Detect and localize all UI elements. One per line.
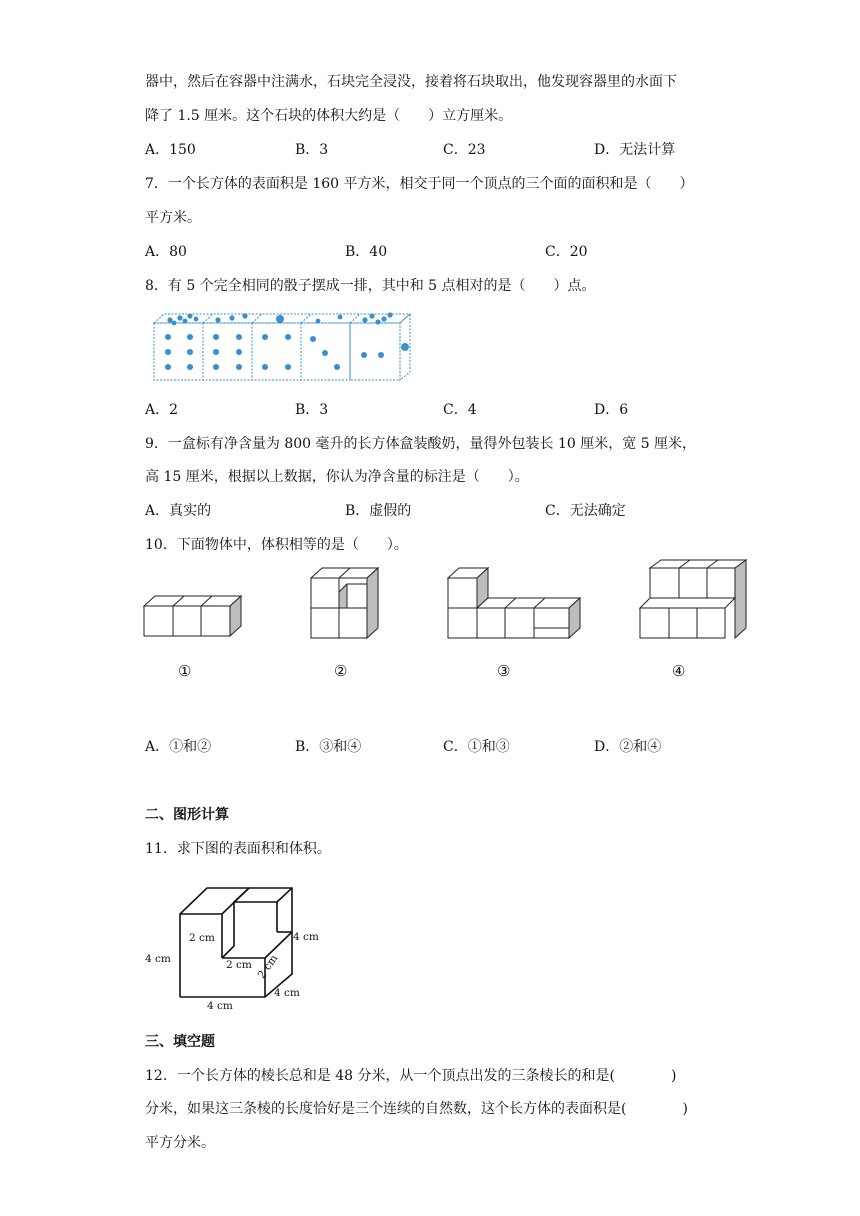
q9-text-line2: 高 15 厘米，根据以上数据，你认为净含量的标注是（ ）。 <box>145 469 529 485</box>
die3-front-pip <box>262 334 268 340</box>
q7-option-c: C．20 <box>545 244 588 260</box>
caption-2: ② <box>334 662 348 680</box>
q6-option-c: C．23 <box>443 142 486 158</box>
q8-option-d: D．6 <box>594 402 629 418</box>
die1-top-pip <box>183 319 188 324</box>
q9-option-a: A．真实的 <box>145 503 212 519</box>
q10-option-c: C．①和③ <box>443 739 510 755</box>
caption-1: ① <box>178 662 192 680</box>
die1-front-pip <box>187 364 193 370</box>
q7-option-a: A．80 <box>145 244 187 260</box>
dice-row-figure <box>150 310 415 385</box>
q7-text-line2: 平方米。 <box>145 210 201 226</box>
die2-top-pip <box>242 313 247 318</box>
die4-front-pip <box>322 350 328 356</box>
die2-top-pip <box>229 315 234 320</box>
cube-figure-4 <box>640 560 748 638</box>
q6-text-line1: 器中，然后在容器中注满水，石块完全浸没，接着将石块取出，他发现容器里的水面下 <box>145 74 677 90</box>
q6-option-a: A．150 <box>145 142 196 158</box>
q10-option-a: A．①和② <box>145 739 212 755</box>
die5-top-pip <box>381 316 386 321</box>
q12-text-line3: 平方分米。 <box>145 1135 215 1151</box>
die3-front-pip <box>262 364 268 370</box>
die5-right-pip <box>401 343 409 351</box>
die4-top-pip <box>338 315 343 320</box>
die5-front-pip <box>378 352 384 358</box>
dim-label-bottom-width: 4 cm <box>207 1000 233 1012</box>
dim-label-notch-width: 2 cm <box>226 959 252 971</box>
die3-front-pip <box>285 364 291 370</box>
dim-label-right-height: 4 cm <box>293 931 319 943</box>
die2-top-pip <box>215 317 220 322</box>
section-heading-3: 三、填空题 <box>145 1034 215 1050</box>
q12-text-line2: 分米，如果这三条棱的长度恰好是三个连续的自然数，这个长方体的表面积是( ) <box>145 1101 688 1117</box>
die1-front-pip <box>165 364 171 370</box>
die1-top-pip <box>167 317 172 322</box>
die2-front-pip <box>213 334 219 340</box>
die5-top-pip <box>362 317 367 322</box>
q10-option-b: B．③和④ <box>295 739 362 755</box>
die1-front-pip <box>165 334 171 340</box>
cube-figure-3 <box>446 560 581 638</box>
die5-top-pip <box>369 313 374 318</box>
q9-option-b: B．虚假的 <box>345 503 412 519</box>
q8-option-a: A．2 <box>145 402 179 418</box>
caption-4: ④ <box>672 662 686 680</box>
die4-front-pip <box>334 364 340 370</box>
notched-cube-figure <box>145 884 330 1014</box>
dim-label-notch-height: 2 cm <box>189 932 215 944</box>
section-heading-2: 二、图形计算 <box>145 807 229 823</box>
die5-top-pip <box>387 312 392 317</box>
q12-text-line1: 12．一个长方体的棱长总和是 48 分米，从一个顶点出发的三条棱长的和是( ) <box>145 1068 677 1084</box>
q8-text-line1: 8．有 5 个完全相同的骰子摆成一排，其中和 5 点相对的是（ ）点。 <box>145 278 596 294</box>
die1-top-pip <box>172 321 177 326</box>
q10-text-line1: 10．下面物体中，体积相等的是（ ）。 <box>145 537 408 553</box>
q10-option-d: D．②和④ <box>594 739 662 755</box>
die4-top-pip <box>316 319 321 324</box>
die1-top-pip <box>187 313 192 318</box>
caption-3: ③ <box>497 662 511 680</box>
die1-front-pip <box>187 349 193 355</box>
q7-text-line1: 7．一个长方体的表面积是 160 平方米，相交于同一个顶点的三个面的面积和是（ ） <box>145 176 694 192</box>
dim-label-left-height: 4 cm <box>145 953 171 965</box>
die4-front-pip <box>310 336 316 342</box>
q11-text-line1: 11．求下图的表面积和体积。 <box>145 841 331 857</box>
die3-front-pip <box>285 334 291 340</box>
cube-figure-2 <box>309 562 384 638</box>
die5-front-pip <box>361 352 367 358</box>
dim-label-notch-depth: 2 cm <box>255 952 281 981</box>
q8-option-c: C．4 <box>443 402 477 418</box>
die2-front-pip <box>236 349 242 355</box>
die1-top-pip <box>177 315 182 320</box>
dim-label-depth: 4 cm <box>274 987 300 999</box>
die2-front-pip <box>213 364 219 370</box>
q9-option-c: C．无法确定 <box>545 503 626 519</box>
q6-text-line2: 降了 1.5 厘米。这个石块的体积大约是（ ）立方厘米。 <box>145 108 513 124</box>
die2-front-pip <box>236 334 242 340</box>
q7-option-b: B．40 <box>345 244 388 260</box>
die2-front-pip <box>213 349 219 355</box>
die1-top-pip <box>194 317 199 322</box>
q6-option-d: D．无法计算 <box>594 142 676 158</box>
q6-option-b: B．3 <box>295 142 329 158</box>
die5-top-pip <box>375 319 380 324</box>
die2-front-pip <box>236 364 242 370</box>
cube-figure-1 <box>144 588 250 638</box>
die1-front-pip <box>165 349 171 355</box>
q9-text-line1: 9．一盒标有净含量为 800 毫升的长方体盒装酸奶，量得外包装长 10 厘米，宽 5 厘米， <box>145 436 697 452</box>
die1-front-pip <box>187 334 193 340</box>
die3-top-pip <box>276 315 284 323</box>
q8-option-b: B．3 <box>295 402 329 418</box>
